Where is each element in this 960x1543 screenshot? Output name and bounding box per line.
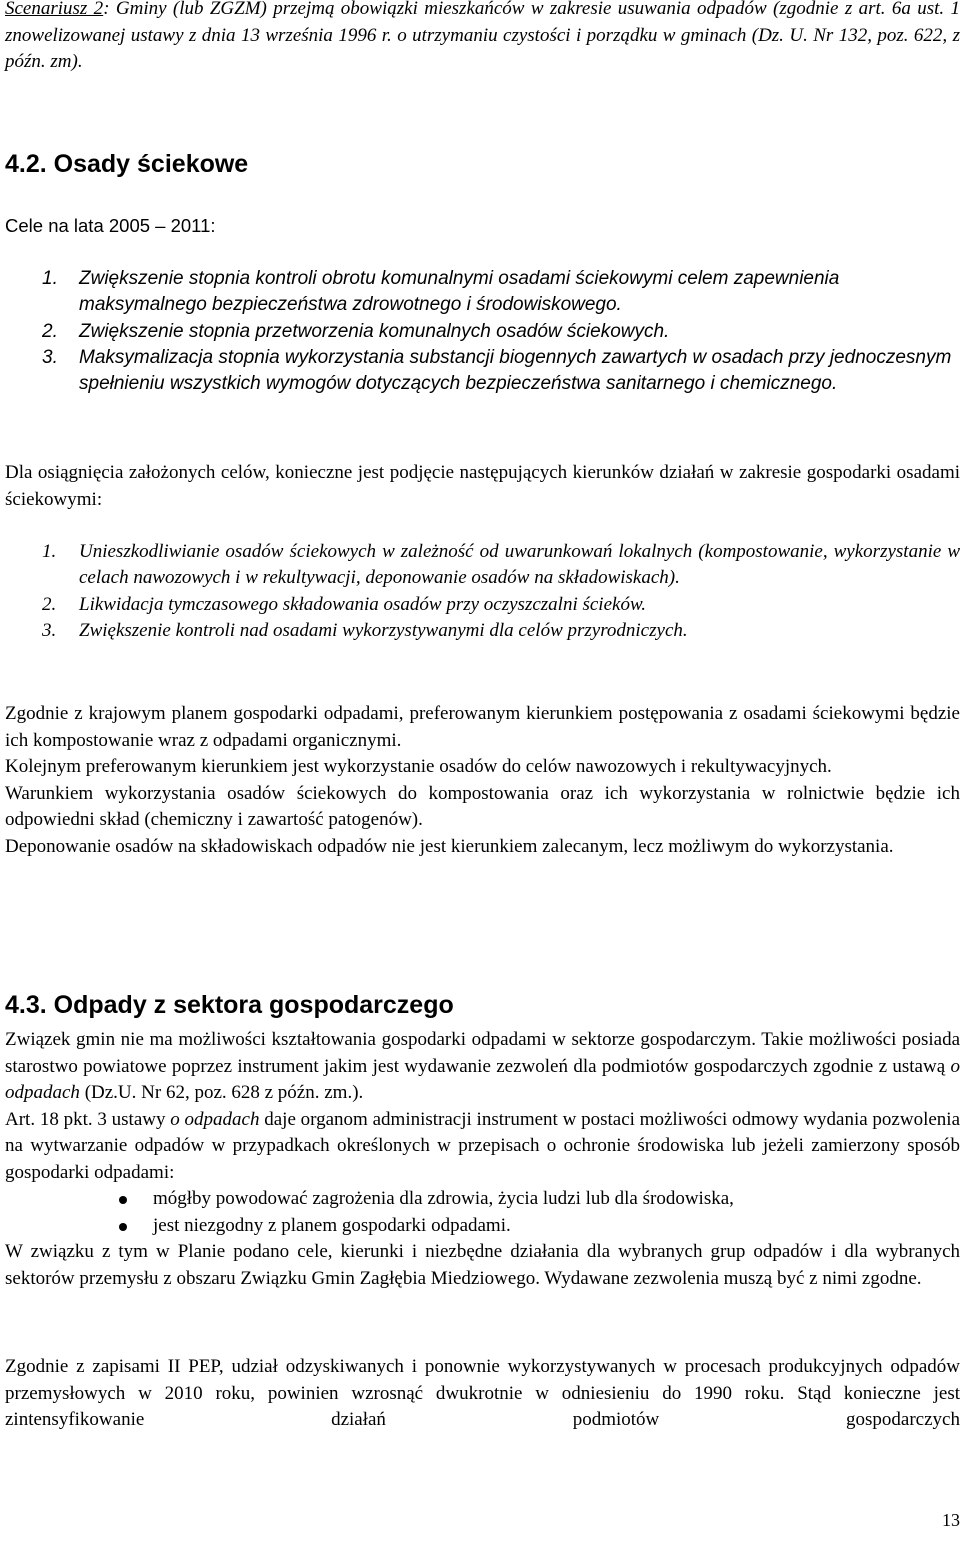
goal-item: [5, 319, 960, 345]
bullet-item: [5, 1213, 960, 1240]
economic-sector-text: [5, 1027, 960, 1292]
action-item: [5, 618, 960, 644]
goal-text: Zwiększenie stopnia kontroli obrotu komunalnymi osadami ściekowymi celem zapewnienia maksymalnego bezpieczeństwa zdrowotnego i środowiskowego.: [79, 268, 840, 316]
section-number: 4.3.: [5, 991, 47, 1019]
goal-number: 1.: [42, 268, 58, 289]
action-text: Likwidacja tymczasowego składowania osadów przy oczyszczalni ścieków.: [79, 593, 646, 615]
section-title: Osady ściekowe: [53, 150, 249, 178]
text-run: daje organom administracji instrument w postaci możliwości odmowy wydania pozwolenia na wytwarzanie odpadów w przypadkach określonych w przepisach o ochronie środowiska lub jeżeli zamierzony sposób gospodarki odpadami:: [5, 1108, 960, 1183]
bullet-item: [5, 1186, 960, 1213]
section-heading-4-2: [5, 150, 248, 179]
actions-intro: Dla osiągnięcia założonych celów, konieczne jest podjęcie następujących kierunków działań w zakresie gospodarki osadami ściekowymi:: [5, 462, 960, 510]
goal-item: [5, 345, 960, 398]
goal-text: Zwiększenie stopnia przetworzenia komunalnych osadów ściekowych.: [79, 320, 670, 342]
paragraph: W związku z tym w Planie podano cele, kierunki i niezbędne działania dla wybranych grup odpadów i dla wybranych sektorów przemysłu z obszaru Związku Gmin Zagłębia Miedziowego. Wydawane zezwolenia muszą być z nimi zgodne.: [5, 1241, 960, 1289]
action-number: 3.: [42, 619, 57, 641]
paragraph: [5, 1107, 960, 1187]
paragraph: Warunkiem wykorzystania osadów ściekowych do kompostowania oraz ich wykorzystania w rolnictwie będzie ich odpowiedni skład (chemiczny i zawartość patogenów).: [5, 782, 960, 830]
paragraph: Zgodnie z krajowym planem gospodarki odpadami, preferowanym kierunkiem postępowania z osadami ściekowymi będzie ich kompostowanie wraz z odpadami organicznymi.: [5, 703, 960, 751]
paragraph: Kolejnym preferowanym kierunkiem jest wykorzystanie osadów do celów nawozowych i rekultywacyjnych.: [5, 756, 832, 777]
scenario-label: Scenariusz 2: [5, 0, 104, 19]
paragraph: Deponowanie osadów na składowiskach odpadów nie jest kierunkiem zalecanym, lecz możliwym do wykorzystania.: [5, 835, 894, 857]
action-number: 2.: [42, 593, 57, 615]
bullet-text: mógłby powodować zagrożenia dla zdrowia, życia ludzi lub dla środowiska,: [153, 1188, 734, 1209]
bullet-icon: [119, 1223, 127, 1231]
section-number: 4.2.: [5, 150, 47, 178]
paragraph: [5, 1027, 960, 1107]
action-item: [5, 592, 960, 618]
goal-number: 2.: [42, 320, 58, 342]
text-run: (Dz.U. Nr 62, poz. 628 z późn. zm.).: [79, 1082, 364, 1103]
action-number: 1.: [42, 541, 57, 562]
goal-item: [5, 266, 960, 319]
sludge-paragraphs: [5, 701, 960, 860]
goals-list: [5, 266, 960, 397]
italic-text: o odpadach: [170, 1108, 260, 1130]
section-heading-4-3: [5, 991, 454, 1020]
actions-list: [5, 539, 960, 644]
action-item: [5, 539, 960, 592]
scenario-paragraph: [5, 0, 960, 76]
paragraph: Zgodnie z zapisami II PEP, udział odzyskiwanych i ponownie wykorzystywanych w procesach produkcyjnych odpadów przemysłowych w 2010 roku, powinien wzrosnąć dwukrotnie w odniesieniu do 1990 roku. Stąd konieczne jest zintensyfikowanie działań podmiotów gospodarczych: [5, 1356, 960, 1430]
page-number: 13: [942, 1510, 960, 1530]
text-run: Związek gmin nie ma możliwości kształtowania gospodarki odpadami w sektorze gospodarczym. Takie możliwości posiada starostwo powiatowe poprzez instrument jakim jest wydawanie zezwoleń dla podmiotów gospodarczych zgodnie z ustawą: [5, 1029, 960, 1077]
italic-text: o odpadach: [5, 1055, 960, 1103]
bullet-text: jest niezgodny z planem gospodarki odpadami.: [153, 1214, 511, 1236]
goal-text: Maksymalizacja stopnia wykorzystania substancji biogennych zawartych w osadach przy jednoczesnym spełnieniu wszystkich wymogów dotyczących bezpieczeństwa sanitarnego i chemicznego.: [79, 346, 952, 395]
bullet-list: [5, 1186, 960, 1239]
bullet-icon: [119, 1196, 127, 1204]
text-run: Art. 18 pkt. 3 ustawy: [5, 1108, 171, 1130]
section-title: Odpady z sektora gospodarczego: [53, 991, 454, 1019]
goals-label: Cele na lata 2005 – 2011:: [5, 215, 216, 236]
action-text: Zwiększenie kontroli nad osadami wykorzystywanymi dla celów przyrodniczych.: [79, 619, 688, 641]
scenario-text: : Gminy (lub ZGZM) przejmą obowiązki mieszkańców w zakresie usuwania odpadów (zgodnie z art. 6a ust. 1 znowelizowanej ustawy z dnia 13 września 1996 r. o utrzymaniu czystości i porządku w gminach (Dz. U. Nr 132, poz. 622, z późn. zm).: [5, 0, 960, 72]
goal-number: 3.: [42, 346, 58, 368]
action-text: Unieszkodliwianie osadów ściekowych w zależność od uwarunkowań lokalnych (kompostowanie, wykorzystanie w celach nawozowych i w rekultywacji, deponowanie osadów na składowiskach).: [79, 541, 960, 589]
